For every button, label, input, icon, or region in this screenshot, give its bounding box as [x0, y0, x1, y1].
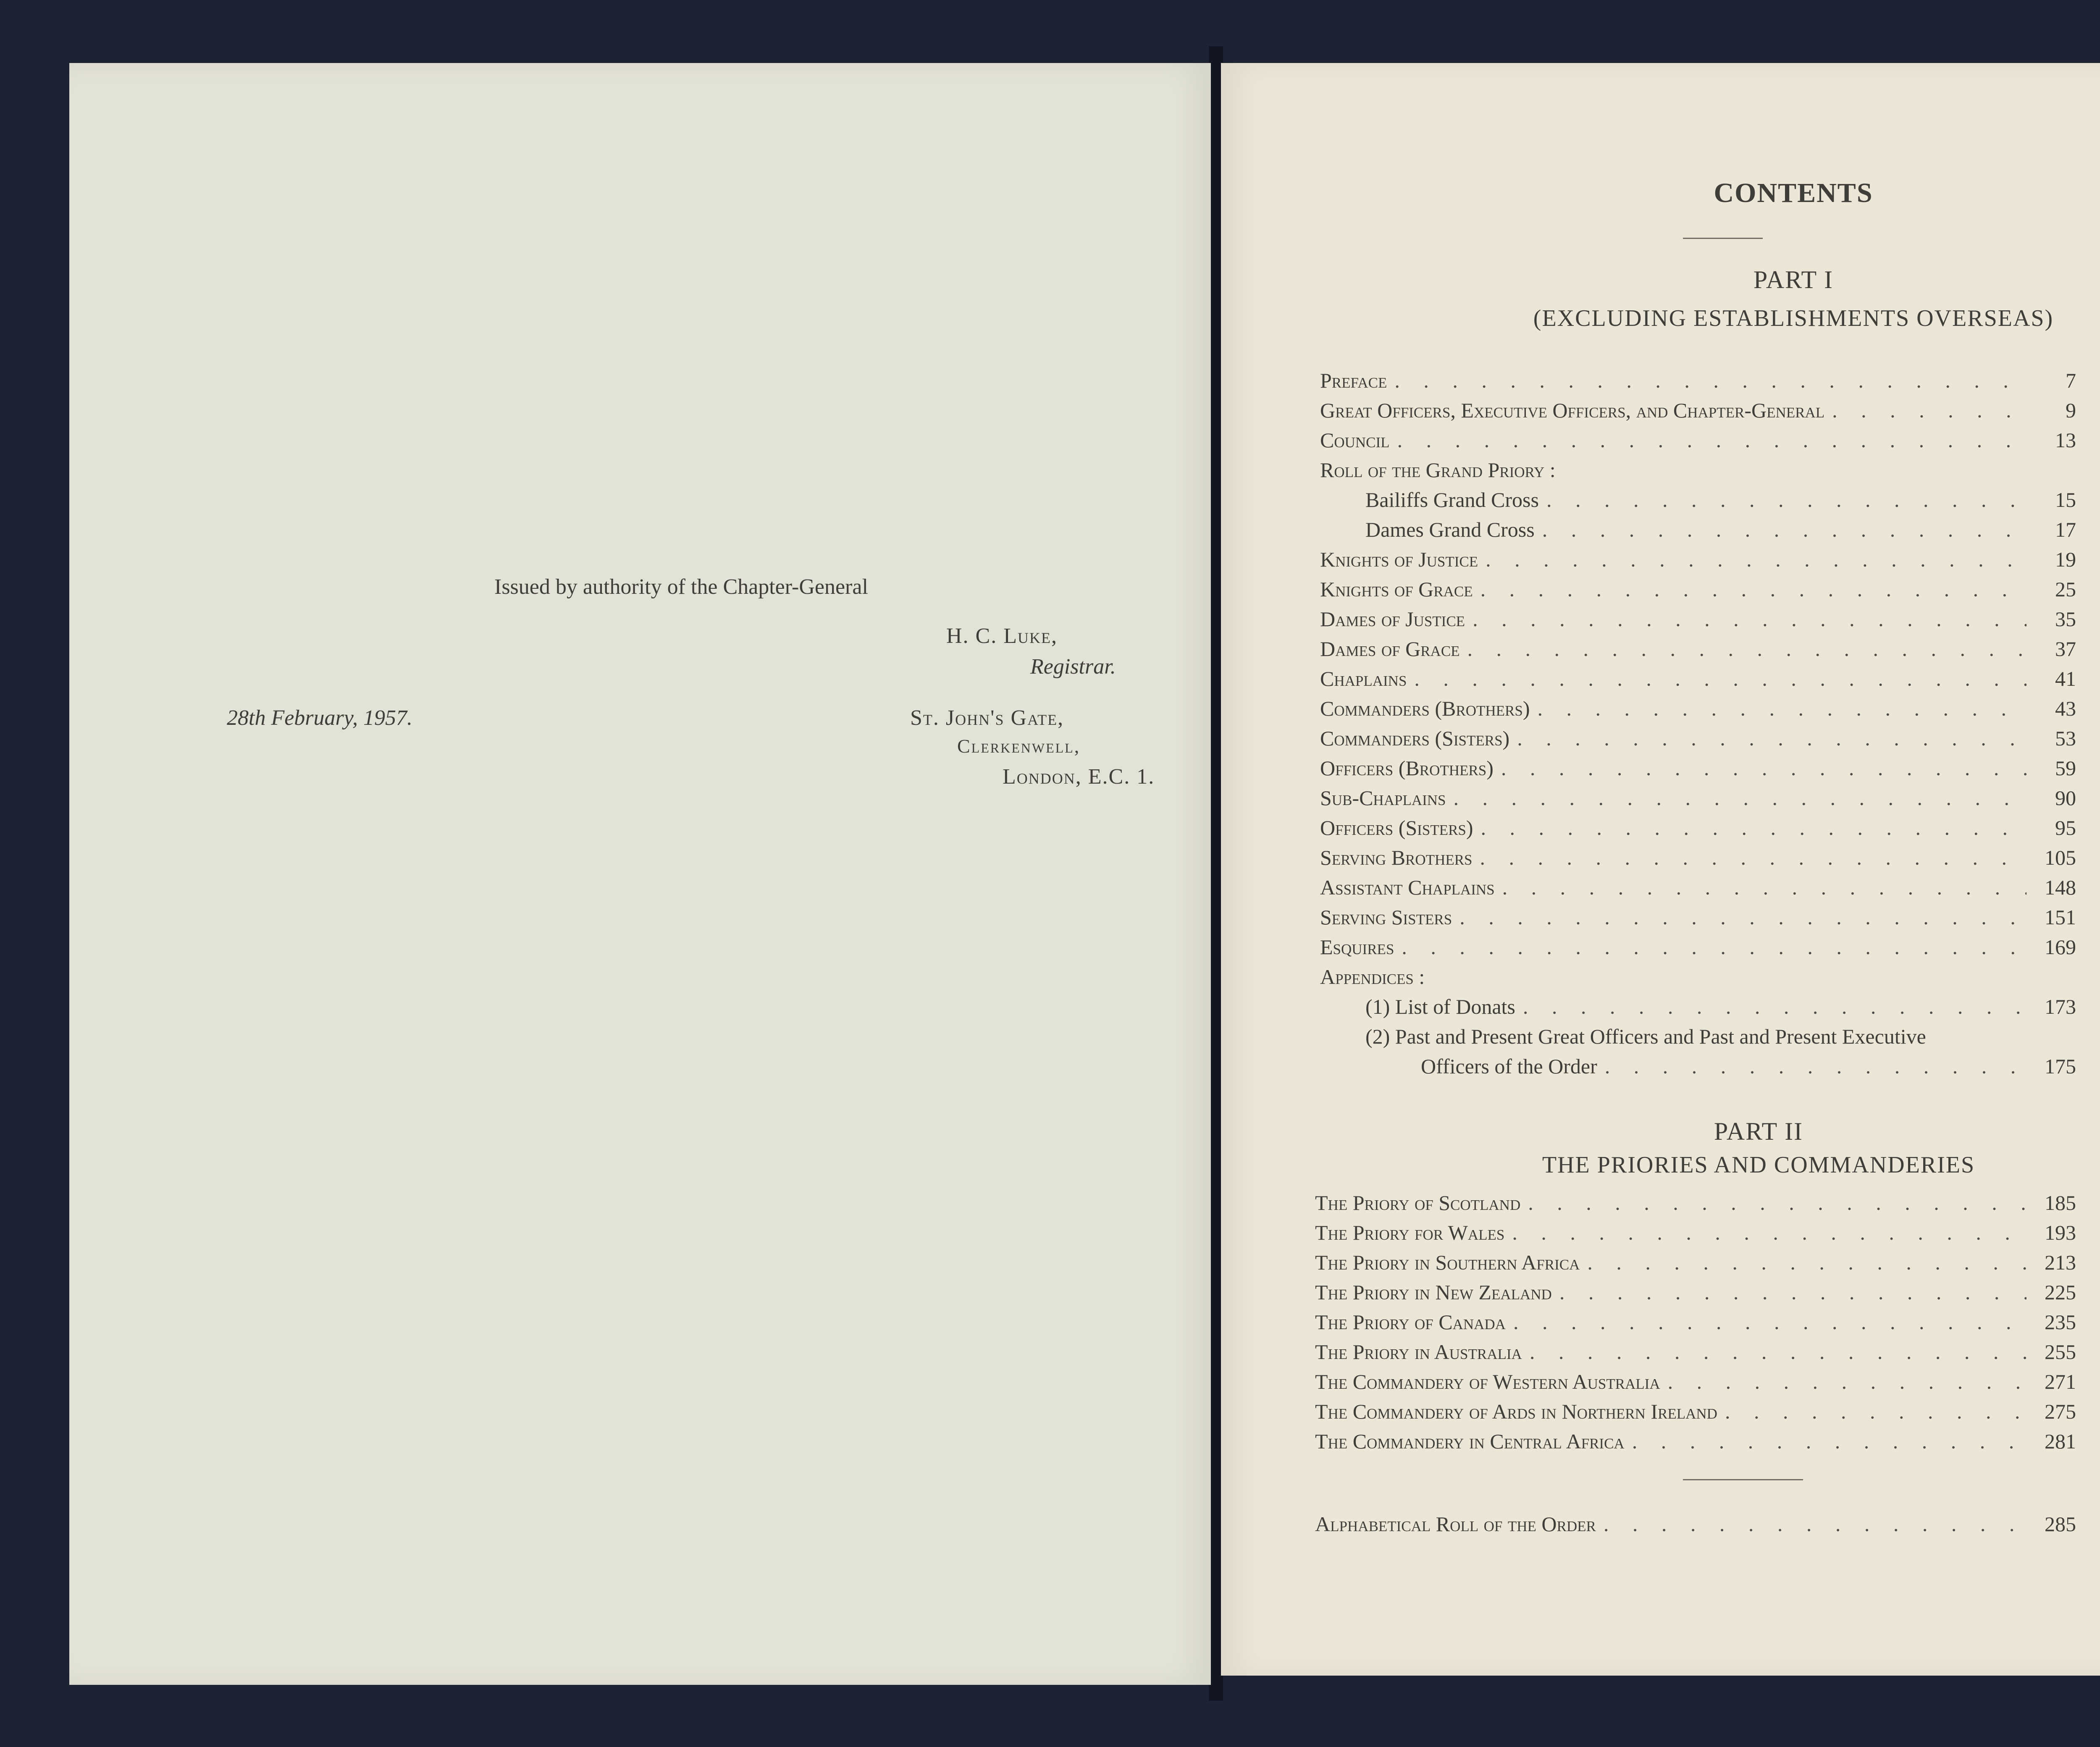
toc-page-number: 281 — [2045, 1430, 2076, 1453]
leader-dots — [1546, 488, 2026, 512]
toc-entry[interactable] — [1315, 1429, 2076, 1459]
toc-entry[interactable] — [1320, 726, 2076, 756]
toc-page-number: 41 — [2055, 667, 2076, 690]
toc-entry-label: Preface — [1320, 369, 1387, 392]
toc-page-number: 193 — [2045, 1221, 2076, 1244]
part1-subtitle: (EXCLUDING ESTABLISHMENTS OVERSEAS) — [1533, 305, 2054, 331]
leader-dots — [1517, 726, 2026, 750]
toc-entry[interactable] — [1315, 1399, 2076, 1429]
right-page-contents — [1221, 63, 2100, 1676]
toc-entry-label: Esquires — [1320, 935, 1394, 959]
toc-entry[interactable] — [1320, 666, 2076, 696]
toc-entry-label: Knights of Justice — [1320, 548, 1478, 571]
leader-dots — [1605, 1054, 2026, 1078]
address-line: St. John's Gate, — [910, 706, 1064, 730]
leader-dots — [1587, 1250, 2026, 1275]
leader-dots — [1414, 666, 2026, 691]
toc-entry[interactable] — [1315, 1191, 2076, 1220]
toc-page-number: 13 — [2055, 428, 2076, 452]
toc-page-number: 185 — [2045, 1191, 2076, 1215]
toc-entry-label: Officers (Brothers) — [1320, 756, 1494, 780]
leader-dots — [1402, 935, 2026, 959]
toc-page-number: 175 — [2045, 1054, 2076, 1078]
toc-entry-label: Great Officers, Executive Officers, and Chapter-General — [1320, 399, 1825, 422]
toc-entry-label: Dames of Grace — [1320, 637, 1460, 661]
toc-entry-label: The Priory in Southern Africa — [1315, 1251, 1580, 1274]
toc-page-number: 151 — [2045, 905, 2076, 929]
signatory-title: Registrar. — [1030, 655, 1116, 679]
toc-page-number: 17 — [2055, 518, 2076, 541]
toc-entry-label: Serving Brothers — [1320, 846, 1473, 869]
toc-entry[interactable] — [1320, 637, 2076, 666]
toc-page-number: 169 — [2045, 935, 2076, 959]
leader-dots — [1394, 368, 2026, 393]
toc-entry[interactable] — [1320, 756, 2076, 786]
toc-page-number: 95 — [2055, 816, 2076, 839]
toc-entry[interactable] — [1315, 1369, 2076, 1399]
toc-page-number: 37 — [2055, 637, 2076, 661]
toc-entry-label: The Commandery in Central Africa — [1315, 1430, 1625, 1453]
contents-title: CONTENTS — [1714, 178, 1873, 208]
toc-entry[interactable] — [1320, 935, 2076, 965]
leader-dots — [1501, 756, 2026, 780]
toc-page-number: 173 — [2045, 995, 2076, 1018]
toc-entry-label: Commanders (Brothers) — [1320, 697, 1530, 720]
toc-entry[interactable] — [1320, 428, 2076, 458]
toc-page-number: 255 — [2045, 1340, 2076, 1364]
toc-entry-label: (1) List of Donats — [1365, 995, 1515, 1018]
leader-dots — [1512, 1220, 2026, 1245]
toc-entry[interactable] — [1320, 845, 2076, 875]
leader-dots — [1668, 1369, 2026, 1394]
left-page — [69, 63, 1211, 1685]
section-divider — [1683, 1479, 1803, 1480]
toc-entry-label: The Priory of Scotland — [1315, 1191, 1521, 1215]
toc-entry[interactable] — [1315, 1280, 2076, 1310]
leader-dots — [1528, 1191, 2026, 1215]
toc-entry[interactable] — [1320, 994, 2076, 1024]
toc-page-number: 275 — [2045, 1400, 2076, 1423]
toc-entry-label: The Priory of Canada — [1315, 1310, 1506, 1334]
toc-page-number: 25 — [2055, 577, 2076, 601]
toc-entry-label: The Priory in Australia — [1315, 1340, 1522, 1364]
toc-entry-label: The Commandery of Ards in Northern Ireland — [1315, 1400, 1717, 1423]
toc-page-number: 9 — [2066, 399, 2076, 422]
toc-entry[interactable] — [1320, 607, 2076, 637]
leader-dots — [1467, 637, 2026, 661]
toc-entry-label: Bailiffs Grand Cross — [1365, 488, 1539, 512]
toc-entry[interactable] — [1315, 1250, 2076, 1280]
toc-entry-label: Serving Sisters — [1320, 905, 1452, 929]
toc-entry-label: Dames of Justice — [1320, 607, 1465, 631]
toc-entry-label: Chaplains — [1320, 667, 1407, 690]
toc-page-number: 213 — [2045, 1251, 2076, 1274]
toc-entry[interactable] — [1320, 547, 2076, 577]
leader-dots — [1559, 1280, 2026, 1304]
toc-entry-label: Alphabetical Roll of the Order — [1315, 1512, 1596, 1536]
toc-entry-label: The Commandery of Western Australia — [1315, 1370, 1660, 1393]
toc-page-number: 43 — [2055, 697, 2076, 720]
toc-entry-label: Officers of the Order — [1421, 1054, 1597, 1078]
toc-entry-label: Council — [1320, 428, 1390, 452]
toc-entry[interactable] — [1320, 1054, 2076, 1084]
toc-page-number: 53 — [2055, 727, 2076, 750]
toc-entry[interactable] — [1320, 577, 2076, 607]
toc-page-number: 285 — [2045, 1512, 2076, 1536]
toc-entry-label: Assistant Chaplains — [1320, 876, 1495, 899]
leader-dots — [1832, 398, 2026, 422]
toc-page-number: 225 — [2045, 1280, 2076, 1304]
leader-dots — [1486, 547, 2026, 572]
toc-page-number: 105 — [2045, 846, 2076, 869]
leader-dots — [1481, 816, 2026, 840]
toc-section-heading: Appendices : — [1320, 965, 1425, 989]
title-divider — [1683, 238, 1763, 239]
address-line: Clerkenwell, — [957, 735, 1081, 757]
leader-dots — [1538, 696, 2027, 721]
signatory-name: H. C. Luke, — [946, 624, 1058, 648]
part2-subtitle: THE PRIORIES AND COMMANDERIES — [1542, 1152, 1975, 1178]
toc-entry[interactable] — [1320, 875, 2076, 905]
toc-entry[interactable] — [1320, 816, 2076, 845]
leader-dots — [1480, 845, 2026, 870]
address-line: London, E.C. 1. — [1003, 765, 1155, 789]
leader-dots — [1454, 786, 2027, 810]
toc-entry[interactable] — [1320, 786, 2076, 816]
toc-entry-label: Sub-Chaplains — [1320, 786, 1446, 810]
toc-entry[interactable] — [1320, 696, 2076, 726]
toc-entry-label: Officers (Sisters) — [1320, 816, 1473, 839]
toc-page-number: 235 — [2045, 1310, 2076, 1334]
leader-dots — [1480, 577, 2026, 601]
toc-entry-label: The Priory for Wales — [1315, 1221, 1505, 1244]
leader-dots — [1725, 1399, 2026, 1424]
toc-entry-label: Commanders (Sisters) — [1320, 727, 1510, 750]
toc-entry-label: Dames Grand Cross — [1365, 518, 1535, 541]
toc-entry-label: The Priory in New Zealand — [1315, 1280, 1552, 1304]
leader-dots — [1542, 517, 2026, 542]
leader-dots — [1460, 905, 2026, 929]
toc-page-number: 148 — [2045, 876, 2076, 899]
toc-page-number: 19 — [2055, 548, 2076, 571]
toc-entry[interactable] — [1320, 517, 2076, 547]
leader-dots — [1632, 1429, 2026, 1453]
toc-entry[interactable] — [1315, 1512, 2076, 1542]
leader-dots — [1513, 1310, 2026, 1334]
leader-dots — [1530, 1340, 2026, 1364]
toc-entry[interactable] — [1315, 1340, 2076, 1369]
toc-entry[interactable] — [1315, 1310, 2076, 1340]
issued-by-line: Issued by authority of the Chapter-General — [494, 575, 868, 599]
toc-page-number: 15 — [2055, 488, 2076, 512]
toc-page-number: 35 — [2055, 607, 2076, 631]
toc-entry[interactable] — [1315, 1220, 2076, 1250]
toc-section-heading: Roll of the Grand Priory : — [1320, 458, 1556, 482]
toc-page-number: 7 — [2066, 369, 2076, 392]
part2-title: PART II — [1714, 1117, 1803, 1145]
leader-dots — [1502, 875, 2026, 900]
leader-dots — [1604, 1512, 2026, 1536]
issue-date: 28th February, 1957. — [227, 706, 412, 730]
toc-page-number: 59 — [2055, 756, 2076, 780]
toc-entry[interactable] — [1320, 488, 2076, 517]
toc-page-number: 271 — [2045, 1370, 2076, 1393]
toc-entry[interactable] — [1320, 398, 2076, 428]
leader-dots — [1523, 994, 2026, 1019]
leader-dots — [1473, 607, 2026, 631]
toc-entry-label: Knights of Grace — [1320, 577, 1473, 601]
toc-entry[interactable] — [1320, 905, 2076, 935]
part1-title: PART I — [1753, 266, 1834, 294]
toc-entry-label: (2) Past and Present Great Officers and Past and Present Executive — [1365, 1025, 1926, 1048]
toc-entry[interactable] — [1320, 368, 2076, 398]
leader-dots — [1397, 428, 2026, 452]
toc-page-number: 90 — [2055, 786, 2076, 810]
